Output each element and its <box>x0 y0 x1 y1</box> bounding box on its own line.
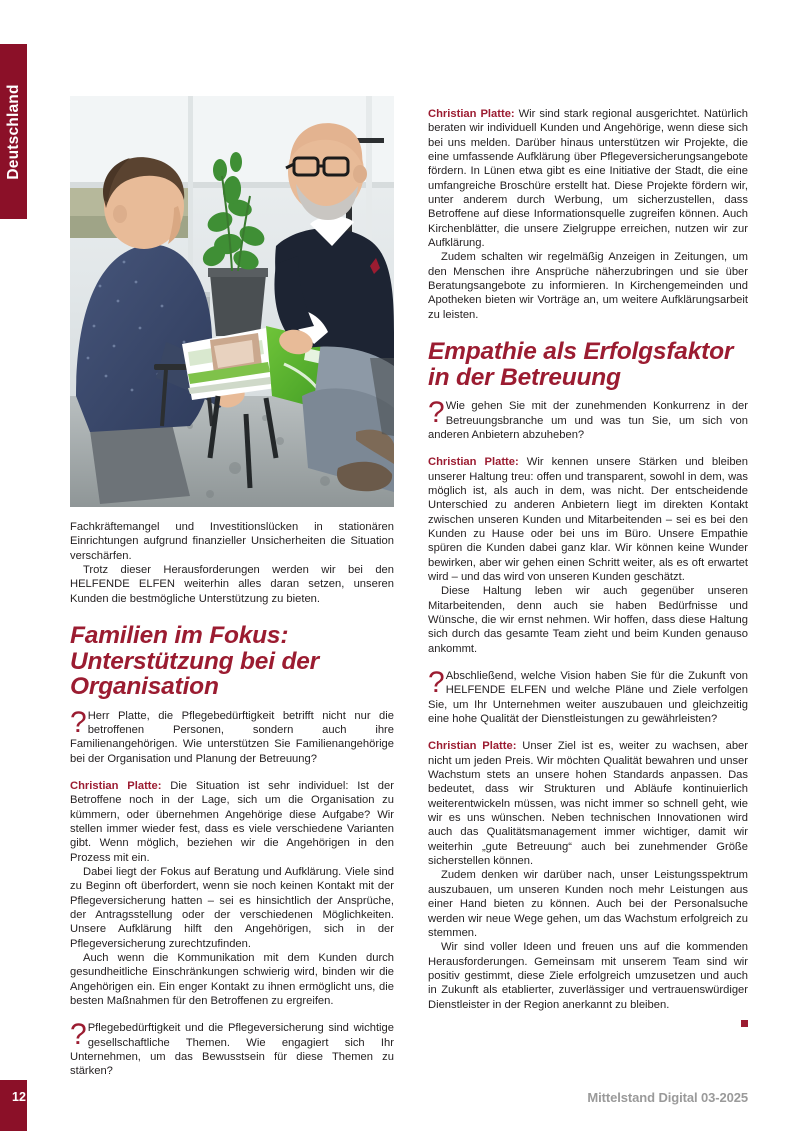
question-text: Abschließend, welche Vision haben Sie für die Zukunft von HELFENDE ELFEN und welche Pläne und Ziele verfolgen Sie, um Ihr Unternehmen weiter auszubauen und gleichzeitig eine hohe Qualität der Dienstleistungen zu gewährleisten? <box>428 670 748 726</box>
interview-answer: Zudem denken wir darüber nach, unser Leistungsspektrum auszubauen, um unseren Kunden noch mehr Leistungen aus einer Hand bieten zu können. Auch bei der Personalsuche werden wir neue Wege gehen, um das Wachstum erfolgreich zu stemmen. <box>428 869 748 939</box>
interview-answer <box>70 779 394 865</box>
interview-question <box>70 1018 394 1078</box>
interview-answer <box>428 455 748 584</box>
question-mark-icon: ? <box>70 705 87 739</box>
section-tab-label: Deutschland <box>4 83 22 180</box>
speaker-name: Christian Platte: <box>70 779 162 792</box>
speaker-name: Christian Platte: <box>428 108 515 120</box>
question-mark-icon: ? <box>428 666 445 699</box>
section-headline-families: Familien im Fokus: Unterstützung bei der Organisation <box>70 622 319 701</box>
interview-answer: Wir sind voller Ideen und freuen uns auf die kommenden Herausforderungen. Gemeinsam mit unserem Team sind wir positiv gestimmt, diese Ziele erfolgreich umzusetzen und auch in Zukunft als etablierter, zuverlässiger und vertrauenswürdiger Dienstleister in der Region anerkannt zu bleiben. <box>428 941 748 1011</box>
interview-answer: Dabei liegt der Fokus auf Beratung und Aufklärung. Viele sind zu Beginn oft überfordert, wenn sie noch keinen Kontakt mit der Pflegeversicherung hatten – sei es hinsichtlich der Ansprüche, der Antragsstellung oder der verschiedenen Möglichkeiten. Unsere Aufklärung hilft den Angehörigen, sich in der Pflegeversicherung zurechtzufinden. <box>70 866 394 950</box>
footer-tab <box>0 1080 27 1131</box>
answer-text: Die Situation ist sehr individuel: Ist der Betroffene noch in der Lage, sich um die Organisation zu kümmern, oder übernehmen Angehörige diese Aufgabe? Wir stellen immer wieder fest, dass es viele verschiedene Varianten gibt. Wenn möglich, beziehen wir die Angehörigen in den Prozess mit ein. <box>70 779 394 864</box>
publication-title: Mittelstand Digital 03-2025 <box>587 1090 748 1105</box>
question-text: Herr Platte, die Pflegebedürftigkeit betrifft nicht nur die betroffenen Personen, sondern auch ihre Familienangehörigen. Wie unterstützen Sie Familienangehörige bei der Organisation und Planung der Betreuung? <box>70 709 394 765</box>
right-column <box>428 107 748 1032</box>
interview-answer: Auch wenn die Kommunikation mit dem Kunden durch gesundheitliche Einschränkungen schwierig wird, binden wir die Angehörigen ein. Ein enger Kontakt zu ihnen ermöglicht uns, die besten Maßnahmen für den Betroffenen zu ergreifen. <box>70 952 394 1008</box>
interview-question <box>428 396 748 442</box>
interview-photo-illustration <box>70 96 394 507</box>
interview-photo <box>70 96 394 507</box>
interview-question <box>70 705 394 766</box>
question-text: Wie gehen Sie mit der zunehmenden Konkurrenz in der Betreuungsbranche um und was tun Sie, um sich von anderen Anbietern abzuheben? <box>428 400 748 441</box>
page-number: 12 <box>12 1090 26 1104</box>
end-of-article-marker <box>741 1020 748 1027</box>
interview-answer: Zudem schalten wir regelmäßig Anzeigen in Zeitungen, um den Menschen ihre Ansprüche näherzubringen und sie über Beratungsangebote zu informieren. In Kirchengemeinden und Apotheken bieten wir Vorträge an, um weitere Aufklärungsarbeit zu leisten. <box>428 251 748 321</box>
section-tab <box>0 44 27 219</box>
section-headline-empathy: Empathie als Erfolgsfaktor in der Betreuung <box>428 338 734 391</box>
interview-question <box>428 666 748 726</box>
answer-text: Wir kennen unsere Stärken und bleiben unserer Haltung treu: offen und transparent, sowohl in dem, was möglich ist, als auch in dem, was nicht. Der entscheidende Unterschied zu anderen Anbietern liegt im direkten Kontakt zwischen unseren Kunden und Mitarbeitenden – sei es bei den Kunden zu Hause oder bei uns im Büro. Unsere Empathie spüren die Kunden dabei ganz klar. Wir können keine Wunder bewirken, aber wir gehen einen Schritt weiter, als es oft erwartet wird – und das wird von unseren Kunden geschätzt. <box>428 456 748 583</box>
answer-text: Wir sind stark regional ausgerichtet. Natürlich beraten wir individuell Kunden und Angehörige, wenn diese sich bei uns melden. Darüber hinaus unterstützen wir Projekte, die eine umfassende Aufklärung über Pflegeversicherungsangebote fördern. In Lünen etwa gibt es eine Initiative der Stadt, die eine umfangreiche Broschüre erstellt hat. Diese Projekte fördern wir, unter anderem durch Werbung, um sicherzustellen, dass Betroffene auf diese Informationsquelle zugreifen können. Auch Kirchenblätter, die unsere Zielgruppe erreichen, nutzen wir zur Aufklärung. <box>428 108 748 250</box>
speaker-name: Christian Platte: <box>428 740 517 753</box>
question-mark-icon: ? <box>428 396 445 430</box>
question-mark-icon: ? <box>70 1018 87 1052</box>
question-text: Pflegebedürftigkeit und die Pflegeversicherung sind wichtige gesellschaftliche Themen. Wie engagiert sich Ihr Unternehmen, um das Bewusstsein für diese Themen zu stärken? <box>70 1022 394 1078</box>
end-of-article-row <box>428 1014 748 1032</box>
caption-paragraph: Trotz dieser Herausforderungen werden wir bei den HELFENDE ELFEN weiterhin alles daran setzen, unseren Kunden die bestmögliche Unterstützung zu bieten. <box>70 564 394 605</box>
answer-text: Unser Ziel ist es, weiter zu wachsen, aber nicht um jeden Preis. Wir möchten Qualität bewahren und unser Wachstum stets an unsere hohen Standards anpassen. Das bedeutet, dass wir Strukturen und Abläufe kontinuierlich weiterentwickeln müssen, was nicht immer so schnell geht, wie wir es uns wünschen. Neben technischen Innovationen wird auch das Qualitätsmanagement immer wichtiger, damit wir weiterhin „gute Betreuung“ auch bei zunehmender Größe sicherstellen können. <box>428 740 748 868</box>
interview-answer: Diese Haltung leben wir auch gegenüber unseren Mitarbeitenden, denn auch sie haben Bedürfnisse und Wünsche, die wir ernst nehmen. Wir hoffen, dass diese Haltung sich durch das gesamte Team zieht und beim Kunden genauso ankommt. <box>428 585 748 655</box>
caption-paragraph: Fachkräftemangel und Investitionslücken in stationären Einrichtungen aufgrund finanzieller Unsicherheiten die Situation verschärfen. <box>70 521 394 562</box>
interview-answer <box>428 107 748 250</box>
speaker-name: Christian Platte: <box>428 456 519 469</box>
interview-answer <box>428 739 748 868</box>
left-column <box>70 96 394 1079</box>
